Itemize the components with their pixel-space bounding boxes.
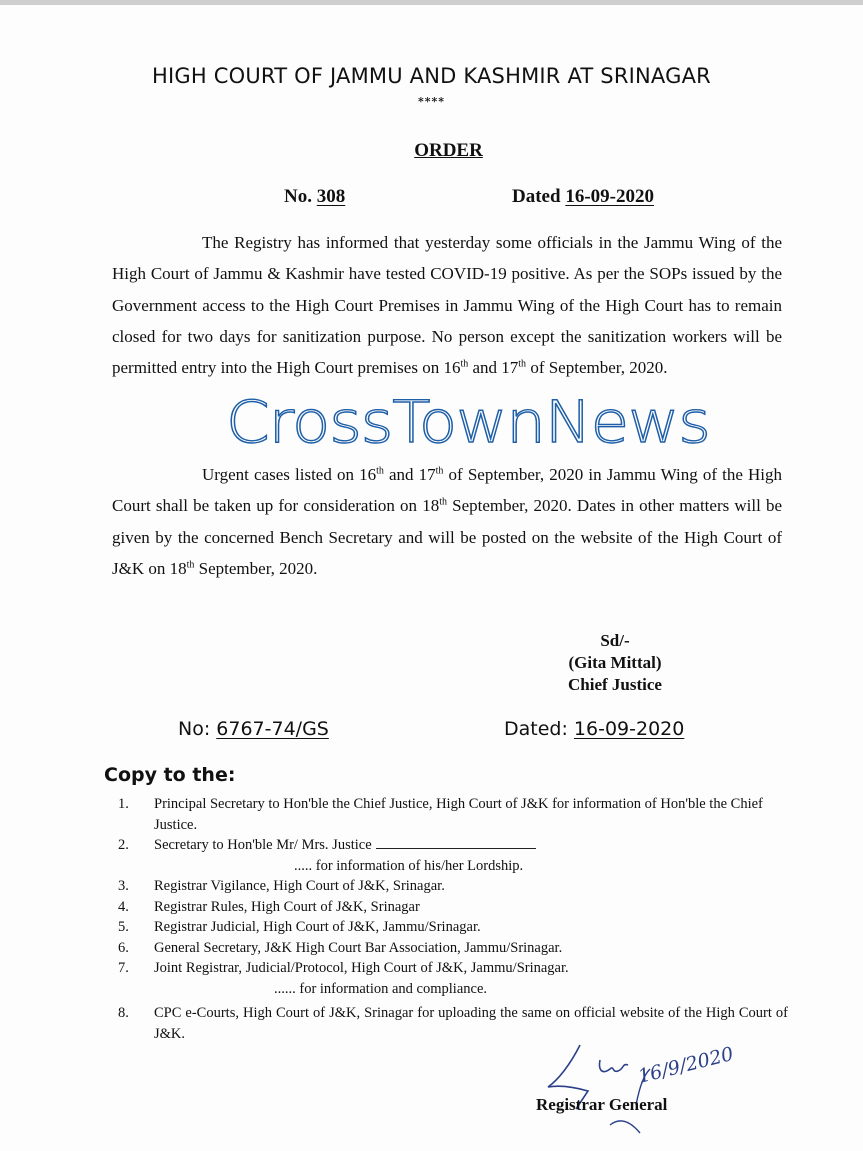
signature-title: Chief Justice: [568, 675, 662, 694]
para1-text-a: The Registry has informed that yesterday some officials in the Jammu Wing of the High Court of Jammu & Kashmir have tested COVID-19 positive. As per the SOPs issued by the Government access to the High Court Premises in Jammu Wing of the High Court has to remain closed for two days for sanitization purpose. No person except the sanitization workers will be permitted entry into the High Court premises on 16: [112, 233, 782, 378]
order-date: [512, 186, 654, 208]
list-item: 6. General Secretary, J&K High Court Bar Association, Jammu/Srinagar.: [118, 939, 563, 956]
top-border: [0, 0, 863, 5]
para1-sup-1: th: [460, 358, 469, 370]
registrar-general: Registrar General: [536, 1095, 668, 1114]
document-type: ORDER: [414, 140, 483, 161]
list-item: 8. CPC e-Courts, High Court of J&K, Srinagar for uploading the same on official website of the High Court of J&K.: [118, 1005, 788, 1042]
order-date-value: 16-09-2020: [565, 186, 654, 207]
paragraph-2: [112, 459, 782, 584]
handwritten-date: 16/9/2020: [635, 1042, 736, 1088]
handwritten-signature: [540, 1025, 740, 1135]
paragraph-1: [112, 227, 782, 383]
para2-sup-2: th: [435, 465, 444, 477]
signature-block: [520, 630, 710, 696]
list-item: 5. Registrar Judicial, High Court of J&K, Jammu/Srinagar.: [118, 919, 481, 935]
watermark-text: CrossTownNews: [226, 388, 710, 456]
reference-date-label: Dated:: [504, 718, 568, 740]
order-number-value: 308: [316, 186, 346, 207]
para2-text-c: of September, 2020 in Jammu Wing of the High Court shall be taken up for consideration on 18: [112, 465, 782, 516]
reference-number-value: 6767-74/GS: [216, 718, 329, 740]
court-name: HIGH COURT OF JAMMU AND KASHMIR AT SRINAGAR: [152, 64, 711, 88]
para2-text-d: September, 2020. Dates in other matters will be given by the concerned Bench Secretary and will be posted on the website of the High Court of J&K on 18: [112, 496, 782, 578]
para2-sup-3: th: [439, 496, 447, 508]
para2-text-e: September, 2020.: [194, 558, 318, 578]
signature-sd: Sd/-: [600, 631, 630, 650]
list-item: 2. Secretary to Hon'ble Mr/ Mrs. Justice ..... for information of his/her Lordship.: [118, 835, 788, 876]
para1-text-b: and 17: [468, 358, 519, 378]
signature-name: (Gita Mittal): [568, 653, 662, 672]
para2-text-a: Urgent cases listed on 16: [202, 465, 377, 484]
para1-text-c: of September, 2020.: [526, 358, 668, 378]
order-date-label: Dated: [512, 186, 561, 207]
reference-number-label: No:: [178, 718, 211, 740]
order-number-label: No.: [284, 186, 312, 207]
para2-text-b: and 17: [383, 465, 436, 484]
reference-date: [504, 718, 684, 740]
copy-to-list: [118, 794, 788, 1044]
reference-number: [178, 718, 329, 740]
para2-sup-4: th: [186, 559, 195, 571]
header-stars: ****: [417, 95, 445, 108]
reference-date-value: 16-09-2020: [573, 718, 685, 740]
copy-to-heading: Copy to the:: [104, 764, 236, 786]
blank-line: [376, 836, 536, 849]
para2-sup-1: th: [376, 465, 384, 477]
list-item: 1. Principal Secretary to Hon'ble the Chief Justice, High Court of J&K for information of Hon'ble the Chief Justice.: [118, 796, 763, 833]
list-item: 7. Joint Registrar, Judicial/Protocol, High Court of J&K, Jammu/Srinagar. ...... for information and compliance.: [118, 960, 569, 997]
list-item: 4. Registrar Rules, High Court of J&K, Srinagar: [118, 898, 420, 915]
para1-sup-2: th: [518, 358, 527, 370]
list-item: 3. Registrar Vigilance, High Court of J&K, Srinagar.: [118, 878, 445, 894]
order-number: [284, 186, 345, 208]
